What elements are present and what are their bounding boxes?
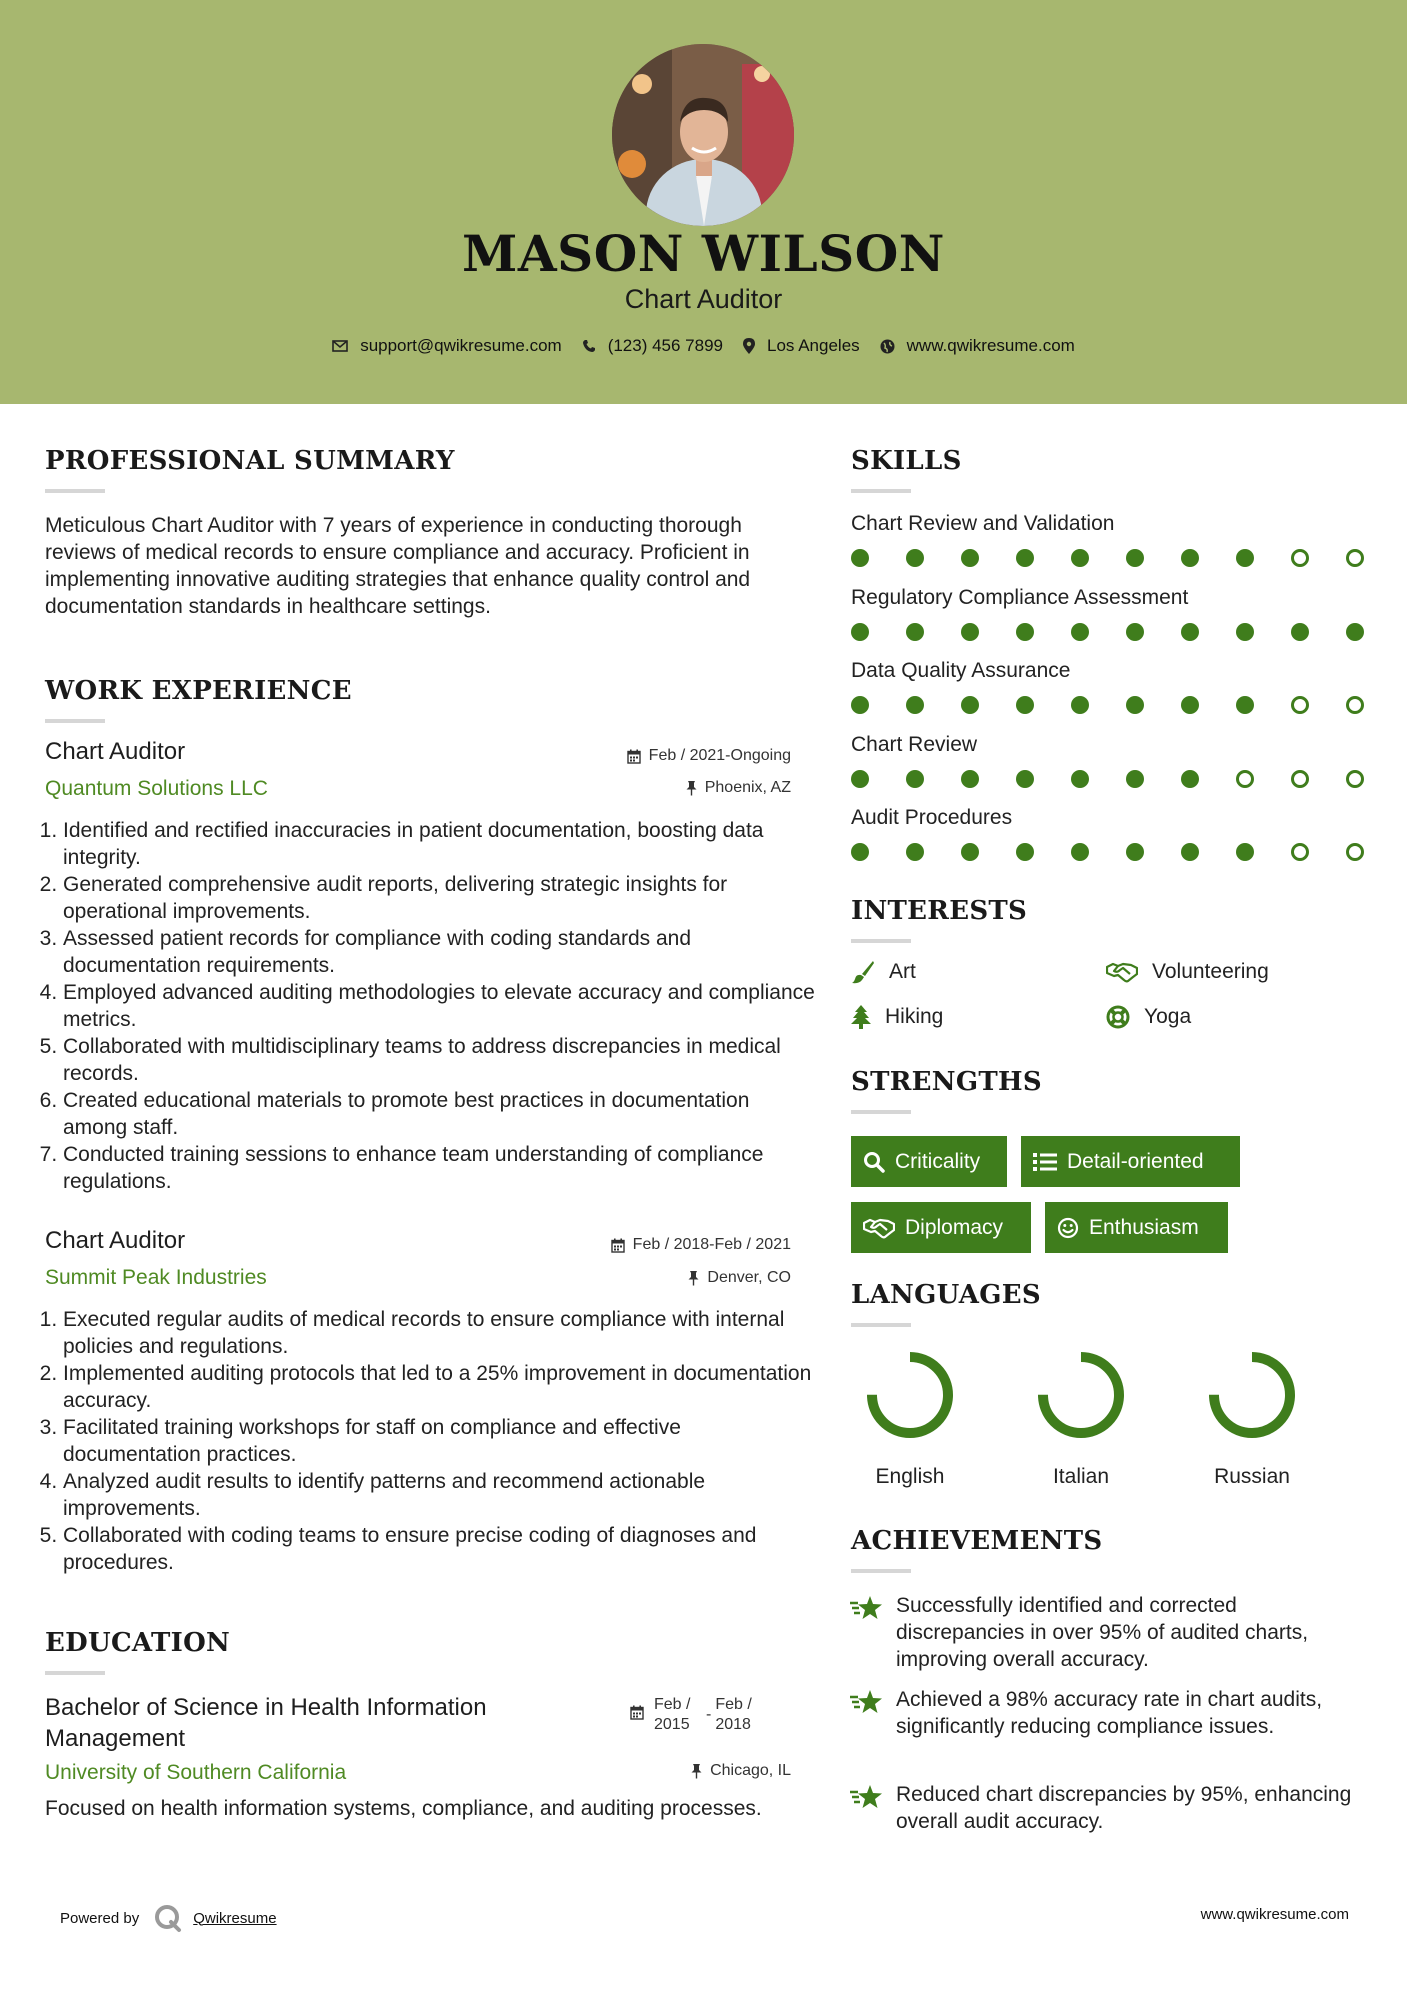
list-item: 7. Conducted training sessions to enhance team understanding of compliance regulations. (63, 1141, 817, 1195)
summary-text: Meticulous Chart Auditor with 7 years of experience in conducting thorough reviews of medical records to ensure compliance and accuracy. Proficient in implementing innovative auditing strategies that enhance quality control and documentation standards in healthcare settings. (45, 514, 751, 618)
education-end: Feb / 2018 (715, 1696, 752, 1733)
contact-email[interactable] (332, 336, 562, 356)
rating-dot-filled (1071, 843, 1089, 861)
school-name: University of Southern California (45, 1761, 347, 1784)
rating-dot-filled (906, 549, 924, 567)
qwikresume-logo-icon (153, 1903, 183, 1933)
job-title: Chart Auditor (45, 738, 186, 765)
education-location (500, 1762, 791, 1780)
rating-dot-filled (1181, 549, 1199, 567)
globe-icon (880, 339, 895, 354)
language-name: Russian (1214, 1465, 1290, 1488)
star-award-icon (849, 1594, 883, 1622)
job-bullets (37, 817, 817, 1195)
calendar-icon (627, 749, 641, 764)
job-dates (500, 1236, 791, 1254)
summary-heading: PROFESSIONAL SUMMARY (45, 446, 455, 476)
rating-dot-filled (961, 843, 979, 861)
rating-dot-filled (1181, 843, 1199, 861)
rating-dot-filled (1291, 623, 1309, 641)
skill-rating (851, 696, 1401, 714)
list-item: 4. Employed advanced auditing methodologies to elevate accuracy and compliance metrics. (63, 979, 817, 1033)
language-level-ring (1204, 1347, 1300, 1443)
strength-diplomacy (851, 1202, 1031, 1253)
candidate-name: MASON WILSON (462, 224, 945, 283)
interest-volunteering (1106, 960, 1269, 984)
achievement-item: Achieved a 98% accuracy rate in chart audits, significantly reducing compliance issues. (896, 1688, 1323, 1738)
rating-dot-empty (1346, 696, 1364, 714)
rating-dot-filled (1016, 549, 1034, 567)
skill-name: Audit Procedures (851, 806, 1013, 829)
contact-phone[interactable] (582, 336, 723, 356)
interest-yoga (1106, 1005, 1191, 1029)
website-text: www.qwikresume.com (906, 336, 1075, 355)
languages-heading: LANGUAGES (851, 1280, 1041, 1310)
education-divider (45, 1671, 105, 1675)
degree-title: Bachelor of Science in Health Information Management (45, 1694, 487, 1752)
skill-rating (851, 623, 1401, 641)
rating-dot-filled (906, 843, 924, 861)
pushpin-icon (688, 1271, 699, 1286)
skill-rating (851, 843, 1401, 861)
paintbrush-icon (851, 960, 875, 984)
rating-dot-filled (961, 623, 979, 641)
rating-dot-filled (906, 770, 924, 788)
strengths-divider (851, 1110, 911, 1114)
language-name: Italian (1052, 1465, 1110, 1488)
rating-dot-empty (1291, 770, 1309, 788)
job-location-text: Denver, CO (707, 1269, 791, 1286)
skill-name: Regulatory Compliance Assessment (851, 585, 1189, 609)
rating-dot-filled (1236, 623, 1254, 641)
list-item: 3. Assessed patient records for compliance with coding standards and documentation requirements. (63, 925, 817, 979)
job-location-text: Phoenix, AZ (704, 779, 791, 796)
interest-art (851, 960, 916, 984)
rating-dot-empty (1346, 843, 1364, 861)
interest-label: Yoga (1144, 1005, 1192, 1028)
strengths-heading: STRENGTHS (851, 1067, 1042, 1097)
education-start: Feb / 2015 (654, 1696, 691, 1733)
achievement-item: Successfully identified and corrected discrepancies in over 95% of audited charts, improving overall accuracy. (896, 1594, 1309, 1671)
education-location-text: Chicago, IL (710, 1762, 791, 1779)
job-location (500, 1269, 791, 1287)
rating-dot-empty (1291, 549, 1309, 567)
rating-dot-filled (1126, 549, 1144, 567)
rating-dot-filled (1071, 623, 1089, 641)
rating-dot-filled (1181, 770, 1199, 788)
rating-dot-empty (1291, 843, 1309, 861)
list-item: 4. Analyzed audit results to identify patterns and recommend actionable improvements. (63, 1468, 817, 1522)
list-item: 2. Implemented auditing protocols that led to a 25% improvement in documentation accuracy. (63, 1360, 817, 1414)
interest-hiking (851, 1005, 943, 1029)
skill-name: Chart Review (851, 732, 978, 756)
strength-label: Criticality (895, 1149, 981, 1173)
skill-rating (851, 770, 1401, 788)
rating-dot-filled (1016, 770, 1034, 788)
rating-dot-filled (851, 623, 869, 641)
rating-dot-filled (1071, 770, 1089, 788)
language-level-arc (1043, 1357, 1119, 1433)
lifering-icon (1106, 1005, 1130, 1029)
rating-dot-empty (1236, 770, 1254, 788)
footer-website[interactable]: www.qwikresume.com (1200, 1906, 1349, 1923)
strength-detail-oriented (1021, 1136, 1240, 1187)
languages-divider (851, 1323, 911, 1327)
rating-dot-filled (1181, 696, 1199, 714)
education-description: Focused on health information systems, compliance, and auditing processes. (45, 1797, 762, 1820)
language-level-ring (1033, 1347, 1129, 1443)
list-item: 3. Facilitated training workshops for staff on compliance and effective documentation practices. (63, 1414, 817, 1468)
skill-name: Data Quality Assurance (851, 659, 1071, 682)
language-level-arc (872, 1357, 948, 1433)
skill-rating (851, 549, 1401, 567)
education-heading: EDUCATION (45, 1628, 231, 1658)
list-item: 5. Collaborated with coding teams to ensure precise coding of diagnoses and procedures. (63, 1522, 817, 1576)
contact-website[interactable] (880, 336, 1075, 356)
strength-label: Enthusiasm (1089, 1215, 1199, 1239)
calendar-icon (611, 1238, 625, 1253)
rating-dot-filled (1016, 623, 1034, 641)
map-pin-icon (743, 338, 755, 354)
list-item: 5. Collaborated with multidisciplinary teams to address discrepancies in medical records. (63, 1033, 817, 1087)
smile-icon (1057, 1217, 1079, 1239)
rating-dot-filled (1016, 696, 1034, 714)
rating-dot-filled (851, 549, 869, 567)
tree-icon (851, 1005, 871, 1029)
powered-by-text: Powered by (60, 1909, 140, 1927)
achievements-divider (851, 1569, 911, 1573)
job-title: Chart Auditor (45, 1227, 186, 1254)
list-icon (1033, 1152, 1057, 1172)
rating-dot-empty (1346, 770, 1364, 788)
rating-dot-filled (961, 696, 979, 714)
list-item: 6. Created educational materials to promote best practices in documentation among staff. (63, 1087, 817, 1141)
job-bullets (37, 1306, 817, 1576)
interest-label: Art (889, 960, 916, 983)
star-award-icon (849, 1688, 883, 1716)
rating-dot-filled (1016, 843, 1034, 861)
strength-criticality (851, 1136, 1007, 1187)
language-level-arc (1214, 1357, 1290, 1433)
rating-dot-filled (1236, 843, 1254, 861)
achievement-item: Reduced chart discrepancies by 95%, enhancing overall audit accuracy. (896, 1783, 1352, 1833)
summary-divider (45, 489, 105, 493)
footer-powered-by (60, 1903, 277, 1933)
interest-label: Hiking (885, 1005, 944, 1028)
rating-dot-filled (1126, 623, 1144, 641)
strength-label: Detail-oriented (1067, 1149, 1204, 1173)
rating-dot-filled (1126, 770, 1144, 788)
achievements-heading: ACHIEVEMENTS (851, 1526, 1103, 1556)
company-name: Summit Peak Industries (45, 1266, 267, 1289)
rating-dot-filled (851, 696, 869, 714)
list-item: 2. Generated comprehensive audit reports, delivering strategic insights for operational improvements. (63, 871, 817, 925)
rating-dot-empty (1346, 549, 1364, 567)
rating-dot-filled (1126, 696, 1144, 714)
company-name: Quantum Solutions LLC (45, 777, 268, 800)
phone-text: (123) 456 7899 (607, 336, 724, 355)
skill-name: Chart Review and Validation (851, 512, 1115, 535)
rating-dot-filled (1346, 623, 1364, 641)
job-location (500, 779, 791, 797)
job-dates-text: Feb / 2018-Feb / 2021 (632, 1236, 791, 1253)
skills-heading: SKILLS (851, 446, 962, 476)
location-text: Los Angeles (767, 336, 860, 355)
rating-dot-empty (1291, 696, 1309, 714)
experience-heading: WORK EXPERIENCE (45, 676, 352, 706)
pushpin-icon (686, 781, 697, 796)
handshake-icon (1106, 961, 1138, 983)
rating-dot-filled (1126, 843, 1144, 861)
language-level-ring (862, 1347, 958, 1443)
resume-header (0, 0, 1407, 404)
rating-dot-filled (961, 770, 979, 788)
contact-location (743, 336, 860, 356)
interests-heading: INTERESTS (851, 896, 1028, 926)
date-separator: - (706, 1706, 712, 1723)
list-item: 1. Executed regular audits of medical records to ensure compliance with internal policies and regulations. (63, 1306, 817, 1360)
phone-icon (582, 339, 596, 353)
rating-dot-filled (851, 770, 869, 788)
calendar-icon (630, 1705, 644, 1720)
list-item: 1. Identified and rectified inaccuracies in patient documentation, boosting data integrity. (63, 817, 817, 871)
interests-divider (851, 939, 911, 943)
email-text: support@qwikresume.com (360, 336, 562, 355)
search-icon (863, 1151, 885, 1173)
education-dates (630, 1695, 763, 1735)
rating-dot-filled (1071, 549, 1089, 567)
handshake-icon (863, 1217, 895, 1239)
job-dates (500, 747, 791, 765)
experience-divider (45, 719, 105, 723)
strength-label: Diplomacy (905, 1215, 1004, 1239)
contact-bar (0, 336, 1407, 356)
rating-dot-filled (1236, 696, 1254, 714)
rating-dot-filled (961, 549, 979, 567)
pushpin-icon (691, 1764, 702, 1779)
avatar (612, 44, 794, 226)
rating-dot-filled (1071, 696, 1089, 714)
job-dates-text: Feb / 2021-Ongoing (648, 747, 791, 764)
rating-dot-filled (1236, 549, 1254, 567)
rating-dot-filled (1181, 623, 1199, 641)
rating-dot-filled (851, 843, 869, 861)
strength-enthusiasm (1045, 1202, 1228, 1253)
rating-dot-filled (906, 696, 924, 714)
skills-divider (851, 489, 911, 493)
rating-dot-filled (906, 623, 924, 641)
interest-label: Volunteering (1152, 960, 1269, 983)
brand-link[interactable]: Qwikresume (193, 1909, 277, 1927)
envelope-icon (332, 340, 348, 352)
language-name: English (875, 1465, 945, 1488)
candidate-role: Chart Auditor (624, 284, 783, 314)
star-award-icon (849, 1783, 883, 1811)
